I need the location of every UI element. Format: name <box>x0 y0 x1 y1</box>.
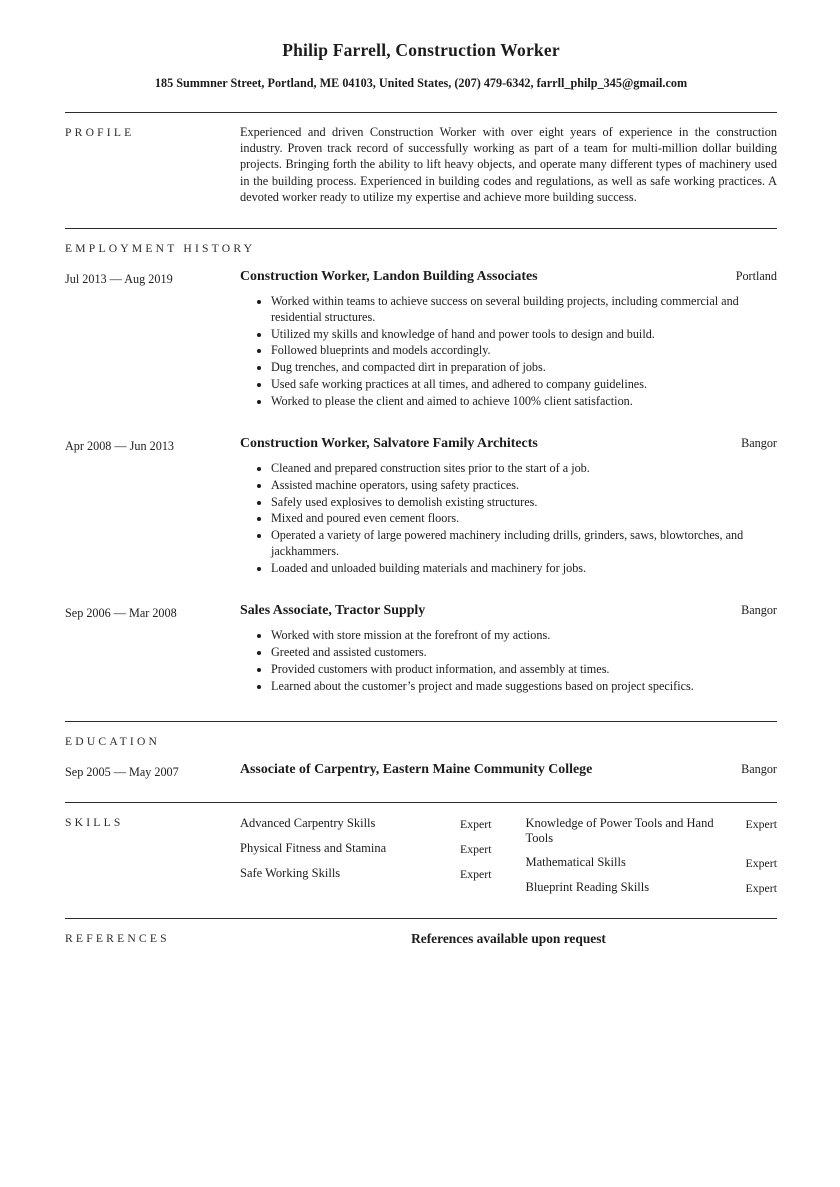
education-dates: Sep 2005 — May 2007 <box>65 765 179 780</box>
job-bullet: • Followed blueprints and models accordingly. <box>271 343 777 359</box>
skill-level: Expert <box>745 817 777 832</box>
skill-name: Safe Working Skills <box>240 866 341 881</box>
job-title: Construction Worker, Landon Building Associates <box>240 269 538 285</box>
education-header <box>240 762 777 778</box>
job-location: Bangor <box>741 603 777 618</box>
skill-item <box>526 816 778 846</box>
job-location: Bangor <box>741 436 777 451</box>
skill-item <box>526 855 778 871</box>
job-bullet: • Worked with store mission at the forefront of my actions. <box>271 628 777 644</box>
employment-history-section-label: EMPLOYMENT HISTORY <box>65 242 256 256</box>
education-location: Bangor <box>741 762 777 777</box>
job-dates: Apr 2008 — Jun 2013 <box>65 439 175 454</box>
job-bullet: • Loaded and unloaded building materials and machinery for jobs. <box>271 561 777 577</box>
job-bullet: • Dug trenches, and compacted dirt in preparation of jobs. <box>271 360 777 376</box>
profile-section-label: PROFILE <box>65 126 135 139</box>
job-title: Construction Worker, Salvatore Family Architects <box>240 436 538 452</box>
education-entry <box>65 762 777 780</box>
references-text: References available upon request <box>411 931 606 947</box>
skill-item <box>240 866 492 882</box>
job-bullet: • Learned about the customer’s project and made suggestions based on project specifics. <box>271 679 777 695</box>
profile-summary: Experienced and driven Construction Worker with over eight years of experience in the construction industry. Proven track record of successfully working as part of a team for multi-million dollar building projects. Bringing forth the ability to lift heavy objects, and operate many different types of machinery used in the building process. Experienced in building codes and regulations, as well as safe working practices. A devoted worker ready to utilize my expertise and achieve more building success. <box>240 125 777 204</box>
contact-info: 185 Summner Street, Portland, ME 04103, United States, (207) 479-6342, farrll_philp_345@gmail.com <box>154 76 688 90</box>
skills-column-left <box>240 816 492 905</box>
skill-level: Expert <box>460 842 492 857</box>
job-bullet: • Cleaned and prepared construction sites prior to the start of a job. <box>271 461 777 477</box>
education-section-label: EDUCATION <box>65 735 161 749</box>
job-location: Portland <box>735 269 777 284</box>
job-details <box>240 603 777 695</box>
references-section-label: REFERENCES <box>65 932 170 946</box>
job-bullet: • Mixed and poured even cement floors. <box>271 511 777 527</box>
job-bullet: • Safely used explosives to demolish existing structures. <box>271 495 777 511</box>
references-section <box>65 919 777 947</box>
skill-item <box>240 841 492 857</box>
job-entry <box>65 436 777 577</box>
skill-name: Advanced Carpentry Skills <box>240 816 376 831</box>
skill-item <box>526 880 778 896</box>
job-header <box>240 269 777 285</box>
candidate-name: Philip Farrell, Construction Worker <box>282 40 560 60</box>
job-bullet: • Greeted and assisted customers. <box>271 645 777 661</box>
employment-history-section <box>65 229 777 695</box>
job-dates: Sep 2006 — Mar 2008 <box>65 606 177 621</box>
job-bullet: • Worked within teams to achieve success on several building projects, including commercial and residential structures. <box>271 294 777 325</box>
skills-section <box>65 803 777 905</box>
skills-grid <box>240 803 777 905</box>
job-header <box>240 436 777 452</box>
job-bullet-list <box>240 461 777 576</box>
skill-name: Knowledge of Power Tools and Hand Tools <box>525 816 714 846</box>
skill-level: Expert <box>460 817 492 832</box>
resume-header <box>65 40 777 91</box>
job-bullet: • Assisted machine operators, using safety practices. <box>271 478 777 494</box>
job-bullet-list <box>240 294 777 409</box>
skill-item <box>240 816 492 832</box>
education-list <box>65 762 777 780</box>
job-title: Sales Associate, Tractor Supply <box>240 603 426 619</box>
job-bullet: • Used safe working practices at all times, and adhered to company guidelines. <box>271 377 777 393</box>
job-dates: Jul 2013 — Aug 2019 <box>65 272 173 287</box>
skill-name: Blueprint Reading Skills <box>525 880 650 895</box>
job-bullet: • Utilized my skills and knowledge of hand and power tools to design and build. <box>271 327 777 343</box>
profile-section <box>65 113 777 205</box>
skill-level: Expert <box>460 867 492 882</box>
job-bullet-list <box>240 628 777 694</box>
job-entry <box>65 603 777 695</box>
skill-name: Physical Fitness and Stamina <box>240 841 387 856</box>
skills-section-label: SKILLS <box>65 816 124 830</box>
skill-level: Expert <box>745 881 777 896</box>
job-bullet: • Worked to please the client and aimed to achieve 100% client satisfaction. <box>271 394 777 410</box>
job-details <box>240 436 777 577</box>
job-entry <box>65 269 777 410</box>
job-bullet: • Operated a variety of large powered machinery including drills, grinders, saws, blowtorches, and jackhammers. <box>271 528 777 559</box>
job-header <box>240 603 777 619</box>
job-bullet: • Provided customers with product information, and assembly at times. <box>271 662 777 678</box>
skill-level: Expert <box>745 856 777 871</box>
skill-name: Mathematical Skills <box>525 855 626 870</box>
skills-column-right <box>526 816 778 905</box>
job-list <box>65 269 777 695</box>
education-section <box>65 722 777 780</box>
education-title: Associate of Carpentry, Eastern Maine Community College <box>240 762 593 778</box>
job-details <box>240 269 777 410</box>
